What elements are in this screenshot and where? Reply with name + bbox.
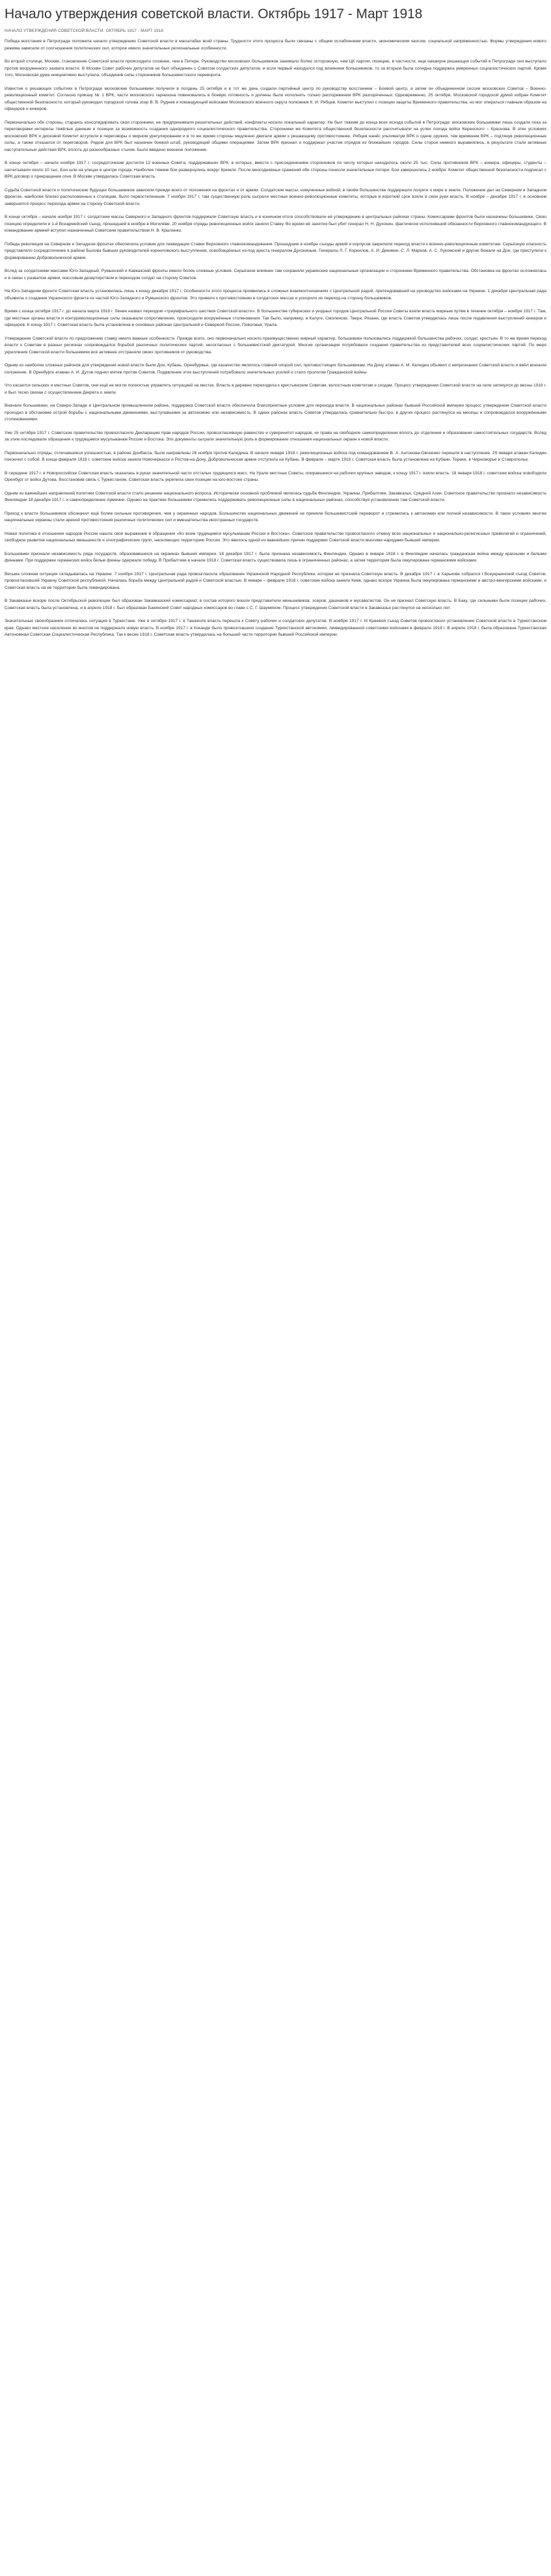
article-paragraph: Большевики признали независимость ряда государств, образовавшихся на окраинах бывшей империи. 18 декабря 1917 г. была признана независимость Финляндии. Однако в январе 1918 г. в Финляндии началась гражданская война между красными и белыми финнами. При поддержке германских войск белые финны одержали победу. В Прибалтике в начале 1918 г. Советская власть существовала лишь в ограниченных районах, а затем территория была оккупирована германскими войсками. xyxy=(5,551,546,563)
article-paragraph: В конце октября – начале ноября 1917 г. сосредоточение достигли 12 военных Совета, поддержавших ВРК, в которых, вместе с присоединением сторонников по числу которых находилось около 25 тыс. Силы противников ВРК – юнкера, офицеры, студенты – насчитывали около 10 тыс. Бои шли на улицах в центре города. Наиболее тяжкие бои развернулись вокруг Кремля. После многодневных сражений обе стороны понесли значительные потери. Бои завершились 2 ноября: Комитет общественной безопасности подписал с ВРК договор о прекращении огня. В Москве утвердилась Советская власть. xyxy=(5,161,546,179)
article-paragraph: Первоначально отряды, отличавшиеся успешностью, в районе Донбасса, были направлены 28 ноября против Каледина. В начале января 1918 г. революционные войска под командованием В. А. Антонова-Овсеенко перешли в наступление. 29 января атаман Каледин покончил с собой. В конце февраля 1918 г. советские войска заняли Новочеркасск и Ростов-на-Дону. Добровольческая армия отступила на Кубань. В феврале – марте 1918 г. Советская власть была установлена на Кубани, Тереке, в Черноморье и Ставрополье. xyxy=(5,450,546,462)
article-paragraph: Вначале большевики, на Северо-Западе и Центральном промышленном районе, поддержка Советской власти обеспечила благоприятные условия для перехода власти. В национальных районах бывшей Российской империи процесс утверждения Советской власти проходил в обстановке острой борьбы с национальными движениями, выступавшими за автономию или независимость. В одних районах власть Советов утвердилась сравнительно быстро, в других процесс растянулся на месяцы и сопровождался вооружёнными столкновениями. xyxy=(5,403,546,422)
article-paragraph: В конце октября – начале ноября 1917 г. солдатские массы Северного и Западного фронтов поддержали Советскую власть и в конечном итоге способствовали её утверждению в центральных районах страны. Комиссарами фронтов были назначены большевики. Свою позицию определили и 1-й Всеармейский съезд, прошедший в ноябре в Могилёве. 20 ноября отряды революционных войск заняли Ставку. Во время её занятия был убит генерал Н. Н. Духонин, фактически исполнявший обязанности Верховного главнокомандующего. В командование армией вступил назначенный Советским правительством Н. В. Крыленко. xyxy=(5,215,546,233)
article-paragraph: Известие о решающих событиях в Петрограде московские большевики получили в полдень 25 октября и в тот же день создали партийный центр по руководству восстанием – Боевой центр, а затем он объединенном сессии московских Советов – Военно-революционный комитет. Согласно приказу № 1 ВРК, части московского гарнизона повиновались в боевую готовность и должны были исполнять только распоряжения ВРК разгоряченных. Одновременно, 25 октября, Московской городской думой избран Комитет общественной безопасности, который руководил городской голова эсер В. В. Руднев и командующий войсками Московского военного округа полковник К. И. Рябцев. Комитет выступил с позиции защиты Временного правительства, но мог опираться главным образом на офицеров и юнкеров. xyxy=(5,86,546,111)
page-title: Начало утверждения советской власти. Октябрь 1917 - Март 1918 xyxy=(5,7,423,21)
breadcrumb[interactable]: НАЧАЛО УТВЕРЖДЕНИЯ СОВЕТСКОЙ ВЛАСТИ. ОКТЯБРЬ 1917 - МАРТ 1918 xyxy=(5,29,164,33)
article-paragraph: В середине 1917 г. в Новороссийске Советская власть оказалась в руках значительной части отсталых трудящихся масс. На Урале местные Советы, опиравшиеся на рабочих крупных заводов, к концу 1917 г. взяли власть. 18 января 1918 г. советские войска освободили Оренбург от войск Дутова. Восстановив связь с Туркестаном, Советская власть укрепила свои позиции на юго-востоке страны. xyxy=(5,470,546,482)
article-paragraph: Что касается сельских и местных Советов, они ещё не могли полностью управлять ситуацией на местах. Власть в деревне переходила к крестьянским Советам, волостным комитетам и сходам. Процесс утверждения Советской власти на селе затянулся до весны 1918 г. и был тесно связан с осуществлением Декрета о земле. xyxy=(5,383,546,395)
article-paragraph: Одним из важнейших направлений политики Советской власти стало решение национального вопроса. Исторически основной проблемой являлась судьба Финляндии, Украины, Прибалтики, Закавказья, Средней Азии. Советское правительство признало независимость Финляндии 18 декабря 1917 г. и самоопределение Армении. Однако на практике большевики стремились поддерживать революционные силы в национальных районах, способствуя установлению там Советской власти. xyxy=(5,491,546,502)
article-paragraph: Победа революции на Северном и Западном фронтах обеспечила условия для ликвидации Ставки Верховного главнокомандования. Прошедшие в ноябре съезды армий и корпусов закрепили переход власти к военно-революционным комитетам. Серьёзную опасность представляло сосредоточение в районе Быхова бывших руководителей корниловского выступления, освобождённых из-под ареста генералом Духониным. Генералы Л. Г. Корнилов, А. И. Деникин, С. Л. Марков, А. С. Лукомский и другие бежали на Дон, где приступили к формированию Добровольческой армии. xyxy=(5,241,546,260)
article-paragraph: На Юго-Западном фронте Советская власть установилась лишь к концу декабря 1917 г. Особенности этого процесса проявились в сложных взаимоотношениях с Центральной радой, претендовавшей на руководство войсками на Украине. 1 декабря Центральная рада объявила о создании Украинского фронта из частей Юго-Западного и Румынского фронтов. Это привело к противостоянию в солдатских массах и ускорило их переход на сторону большевиков. xyxy=(5,289,546,301)
article-paragraph: Вслед за солдатскими массами Юго-Западный, Румынский и Кавказский фронты имели более сложные условия. Серьёзное влияние там сохраняли украинские национальные организации и сторонники Временного правительства. Обстановка на фронтах осложнялась и в связи с развалом армии, массовым дезертирством и переходом солдат на сторону Советов. xyxy=(5,269,546,280)
article-body xyxy=(5,38,546,639)
article-paragraph: Первоначально обе стороны, стараясь консолидировать свои сторонники, не предпринимали решительных действий, конфликты носили локальный характер. Не был тяжким до конца всех исхода событий в Петрограде: московские большевики лишь создали пока за переговорами интересы тяжёлые данным и позиции за возможность создания однородного социалистического правительства. Сторонники же Комитета общественной безопасности рассчитывали на успех похода войск Керенского – Краснова. В этих условиях московский ВРК и дисковой Комитет вступили в переговоры о мирном урегулировании и в то же время стороны медленно двигали армии к решающему противостоянию. Рябцев нанёс ультиматум ВРК о сдаче оружия, тем временем ВРК – подтянув революционные силы, а также отказался от переговоров. Рядом для ВРК был назначен боевой штаб, руководящий общими операциями. Затем ВРК признал и поддержал участие отрядов из ближайших городов. Силы сторон немного выравнялись, в результате стали активные наступательные действия ВРК, вплоть до разнообразных стычек. Было введено военное положение. xyxy=(5,120,546,152)
article-paragraph: Значительные своеобразием отличалась ситуация в Туркестане. Уже в октябре 1917 г. в Ташкенте власть перешла к Совету рабочих и солдатских депутатов. В ноябре 1917 г. III Краевой съезд Советов провозгласил установление Советской власти в Туркестанском крае. Однако местное население во многом не поддержало новую власть. В ноябре 1917 г. в Коканде было провозглашено создание Туркестанской автономии, ликвидированной советскими войсками в феврале 1918 г. В апреле 1918 г. была образована Туркестанская Автономная Советская Социалистическая Республика. Так к весне 1918 г. Советская власть утвердилась на большей части территории бывшей Российской империи. xyxy=(5,619,546,637)
article-paragraph: Во второй столице, Москве, становление Советской власти происходило сложнее, чем в Питере. Руководство московских большевиков занимало более осторожную, чем ЦК партии, позицию, в частности, еще накануне решающих событий в Петрограде оно выступало против вооруженного захвата власти. В Москве Совет рабочих депутатов не был объединен с Советом солдатских депутатов, и если первый находился под влиянием большевиков, то за вторым была солидна поддержка умеренных социалистических партий. Кроме того, Московская дума инициативно выступала, объединив силы сторонников большевистского переворота. xyxy=(5,59,546,77)
article-paragraph: Время с конца октября 1917 г. до начала марта 1918 г. Ленин назвал периодом «триумфального шествия Советской власти». В большинстве губернских и уездных городов Центральной России Советы взяли власть мирным путём в течение октября – ноября 1917 г. Там, где местные органы власти и контрреволюционные силы оказывали сопротивление, происходили вооружённые столкновения. Так было, например, в Калуге, Смоленске, Твери, Рязани, где власть Советов утвердилась лишь после подавления выступлений юнкеров и офицеров. К концу 1917 г. Советская власть была установлена в основных районах Центральной и Северной России, Поволжья, Урала. xyxy=(5,309,546,327)
article-paragraph: Судьба Советской власти и политические будущее большевиков зависели прежде всего от положения на фронтах и от армии. Солдатские массы, измученные войной, в своём большинстве поддержали лозунги о мире и земле. Положение дел на Северном и Западном фронтах, наиболее близко расположенных к столицам, было первостепенным. 7 ноября 1917 г. там существенную роль сыграли местные военно-революционные комитеты, которые в короткий срок взяли в свои руки власть. В ноябре – декабре 1917 г. в основном завершился процесс перехода армии на сторону Советской власти. xyxy=(5,187,546,206)
article-paragraph: Победа восстания в Петрограде положила начало утверждению Советской власти в масштабах всей страны. Трудности этого процесса были связаны с общим ослаблением власти, экономическим хаосом, социальной напряженностью. Формы утверждения нового режима зависели от соотношения политических сил, которое имело значительные региональные особенности. xyxy=(5,39,546,51)
article-paragraph: Уже 25 октября 1917 г. Советское правительство провозгласило Декларацию прав народов России, провозгласившую равенство и суверенитет народов, их право на свободное самоопределение вплоть до отделения и образования самостоятельных государств. Вслед за этим последовали обращения к трудящимся мусульманам России и Востока. Эти документы сыграли значительную роль в формировании отношения национальных окраин к новой власти. xyxy=(5,430,546,442)
article-paragraph: Новая политика в отношении народов России нашла своё выражение в обращении «Ко всем трудящимся мусульманам России и Востока». Советское правительство провозгласило отмену всех национальных и национально-религиозных привилегий и ограничений, свободное развитие национальных меньшинств и этнографических групп, населяющих территорию России. Это явилось одной из важнейших причин поддержки Советской власти многими народами бывшей империи. xyxy=(5,531,546,543)
article-paragraph: Весьма сложная ситуация складывалась на Украине. 7 ноября 1917 г. Центральная рада провозгласила образование Украинской Народной Республики, которая не признала Советскую власть. В декабре 1917 г. в Харькове собрался I Всеукраинский съезд Советов, провозгласивший Украину Советской республикой. Началась борьба между Центральной радой и Советской властью. В январе – феврале 1918 г. советские войска заняли Киев, однако вскоре Украина была оккупирована германскими и австро-венгерскими войсками, и Советская власть на её территории была ликвидирована. xyxy=(5,571,546,590)
article-paragraph: Одним из наиболее сложных районов для утверждения новой власти были Дон, Кубань, Оренбуржье, где казачество являлось главной опорой сил, противостоящих большевикам. На Дону атаман А. М. Каледин объявил о непризнании Советской власти и ввёл военное положение. В Оренбурге атаман А. И. Дутов поднял мятеж против Советов. Подавление этих выступлений потребовало значительных усилий и стало прологом Гражданской войны. xyxy=(5,363,546,375)
article-paragraph: В Закавказье вскоре после Октябрьской революции был образован Закавказский комиссариат, в состав которого вошли представители меньшевиков, эсеров, дашнаков и мусаватистов. Он не признал Советскую власть. В Баку, где сильными были позиции рабочих, Советская власть была установлена, и в апреле 1918 г. был образован Бакинский Совет народных комиссаров во главе с С. Г. Шаумяном. Процесс утверждения Советской власти в Закавказье растянулся на несколько лет. xyxy=(5,599,546,610)
article-paragraph: Утверждение Советской власти по предложению ставку имело важные особенности. Прежде всего, оно первоначально носило преимущественно мирный характер, большевики пользовались поддержкой большинства рабочих, солдат, крестьян. В то же время переход власти к Советам в разных регионах сопровождался борьбой различных политических партий, несогласных с большевистской диктатурой. Многие организации потребовали создания правительства из представителей всех социалистических партий. По мере укрепления Советской власти большевики всё активнее отстраняли своих противников от руководства. xyxy=(5,336,546,355)
article-paragraph: Приход к власти большевиков обозначил ещё более сильные противоречия, чем у окраинных народов. Большинство национальных движений не приняли большевистский переворот и стремились к автономии или полной независимости. В таких условиях многие национальные окраины стали ареной противостояния различных политических сил и вмешательства иностранных государств. xyxy=(5,511,546,522)
